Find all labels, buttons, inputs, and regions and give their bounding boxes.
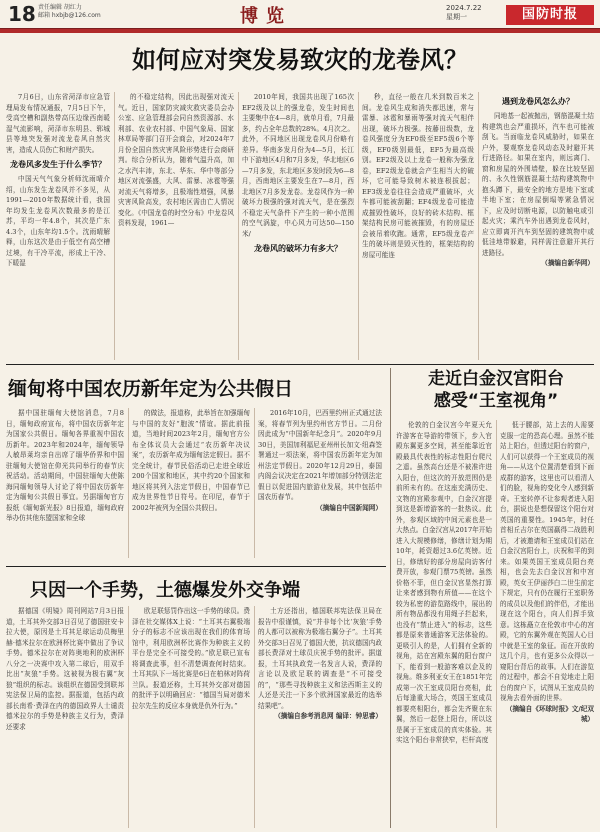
title-line: 走近白金汉宫阳台 <box>428 369 564 389</box>
paragraph: 2010年间，我国共出现了165次EF2级及以上的强龙卷，发生时间也主要集中在4—8月，就单月看，7月最多，约占全年总数的28%。4月次之。此外，不同地区出现龙卷风月份略有差异。华南多发月份为4—5月，长江中下游地区4月和7月多发，华北地区6—7月多发，东北地区多发时段为6—8月，西南地区主要发生在7—8月，西北地区7月多发龙卷。龙卷风作为一种破坏力极强的强对流天气，是在强烈不稳定天气条件下产生的一种小范围的空气涡旋，中心风力可达50—150米/ <box>242 93 354 238</box>
subheading: 龙卷风多发生于什么季节？ <box>10 160 106 169</box>
page-header <box>0 0 600 29</box>
article-tornado-col-5 <box>482 92 594 360</box>
paragraph: 欧足联惩罚作出这一手势的球员。费泽在社交媒体X上说：“土耳其右翼极端分子的标志不应该出现在我们的体育场馆中，利用欧洲杯比赛作为种族主义的平台是完全不可接受的。”欧足联已宣布将调查此事，但不清楚调查何时结束。土耳其队下一场比赛是6日在柏林对阵荷兰队。报道还称，土耳其外交部对德国的批评予以明确回应：“德国当局对德米拉尔先生的反应本身就是仇外行为。” <box>132 607 250 710</box>
section-name: 博览 <box>240 6 292 27</box>
article-gesture-col-3 <box>258 606 382 828</box>
article-tornado-col-1 <box>6 92 110 360</box>
column-divider <box>478 92 479 360</box>
article-myanmar-col-3 <box>258 408 382 558</box>
editor-info <box>38 4 101 20</box>
article-palace-title <box>398 368 594 412</box>
paragraph: 低于腰部，站上去的人需要克服一定的恐高心理。虽然不能站上阳台，但透过阳台的窗户，人们可以获得一个王室成员的视角——从这个位置清楚看到下面成群的游客，这里也可以看清人们的脸，视角的变化令人感到新奇。王室转停不让参观者进入阳台，据说也是想保留这个阳台对英国的重要性。1945年，时任首相丘吉尔在英国赢得二战胜利后，才被邀请和王室成员们站在白金汉宫阳台上，庆祝和平的到来。如果英国王室成员阳台亮相，也会先去白金汉宫和中宫殿，英女王伊丽莎白二世生前定下规定，只有仍在履行王室职务的成员以及他们的伴侣，才能出现在这个阳台，向人们挥手致意。这栋矗立在伦敦市中心的宫殿，它的东翼外观在英国人心目中就是王室的象征。而在开放的这几个月，也有更多公众得以一窥阳台背后的故事。人们在游览的过程中，都会不自觉地走上阳台的窗户下，试图从王室成员的视角去看外面的世界。 <box>500 421 594 702</box>
paragraph: 据中国驻缅甸大使馆消息，7月8日，缅甸政府宣布，将中国农历新年定为国家公共假日。缅甸各界重视中国农历新年。2023年和2024年，缅甸领导人敏昂莱均亲自出席了缅华侨界和中国驻缅甸大使馆在仰光共同举行的春节庆祝活动。活动期间，中国驻缅甸大使陈海同缅甸领导人讨论了将中国农历新年定为缅甸公共假日事宜。另据缅甸官方报纸《缅甸新光报》8日报道，缅甸政府举办仿其他东盟国家和全球 <box>6 409 124 522</box>
section-divider <box>390 368 391 828</box>
column-divider <box>254 408 255 558</box>
column-divider <box>114 92 115 360</box>
article-tornado-col-3 <box>242 92 354 360</box>
column-divider <box>496 420 497 828</box>
editor-name: 责任编辑 胡红力 <box>38 4 82 11</box>
article-gesture-col-2 <box>132 606 250 828</box>
article-palace-col-2 <box>500 420 594 828</box>
source-credit: （摘编自中国新闻网） <box>316 503 382 512</box>
column-divider <box>128 408 129 558</box>
article-palace-col-1 <box>396 420 492 828</box>
source-credit: （摘编自《环球时报》文/纪双城） <box>505 704 594 723</box>
column-divider <box>254 606 255 828</box>
paragraph: 中国天气气象分析师沈雨晴介绍，山东发生龙卷风并不多见，从1991—2010年数据统计看，我国年均发生龙卷风次数最多的是江苏，平均一年4.8个，其次是广东4.3个，山东年均1.5个。沈雨晴解释，山东这次是由于低空有高空槽过境，有干冷平流，形成上干冷、下暖湿 <box>6 175 110 267</box>
header-rule <box>0 29 600 33</box>
issue-date: 2024.7.22 <box>446 4 482 12</box>
article-gesture-title: 只因一个手势，土德爆发外交争端 <box>30 580 300 601</box>
article-tornado-col-4 <box>362 92 474 360</box>
paragraph: 秒，直径一般在几米到数百米之间。龙卷风生成和消失都迅速，常与雷暴、冰雹和暴雨等强对流天气相伴出现，破坏力极强。按藤田级数，龙卷风强度分为EF0级至EF5级6个等级，EF0级别最低，EF5为最高级别。EF2级及以上龙卷一般称为强龙卷，EF2级龙卷就会产生相当大的破坏，它可能导致树木被连根拔起；EF3级龙卷往往会造成严重破坏，火车都可能被刮翻；EF4级龙卷可能造成摧毁性破坏，良好的砖木结构、框架结构民房可能被摧毁，有的房屋还会被吊着吹跑。通常，EF5级龙卷产生的破坏则是毁灭性的，框架结构的房屋可能连 <box>362 93 474 259</box>
source-credit: （摘编自参考消息网 编译：钟思睿） <box>274 712 382 720</box>
column-divider <box>238 92 239 360</box>
paragraph: 土方还指出，德国联邦宪法保卫局在报告中很谨慎，说“并非每个比‘灰狼’手势的人都可以被称为极端右翼分子”。土耳其外交部3日召见了德国大使，抗议德国内政部长费泽对土球员庆祝手势的批评。据道报，土耳其执政党一名发言人说，费泽的言论以及欧足联的调查是“不可接受的”，“那些寻找种族主义和法西斯主义的人还是关注一下多个欧洲国家最近的选举结果吧”。 <box>258 607 382 710</box>
title-line: 感受“王室视角” <box>433 391 559 411</box>
section-rule <box>6 566 386 567</box>
article-tornado-title: 如何应对突发易致灾的龙卷风？ <box>132 46 468 74</box>
article-myanmar-col-2 <box>132 408 250 558</box>
article-myanmar-col-1 <box>6 408 124 558</box>
paragraph: 7月6日，山东省菏泽市应急管理局发布情况通报，7月5日下午，受高空槽和副热带高压边缘西南暖湿气流影响，菏泽市东明县、郓城县等地突发强对流龙卷风自然灾害，造成人员伤亡和财产损失。 <box>6 93 110 154</box>
section-rule <box>6 364 594 365</box>
paragraph: 的做法，报道称，此举旨在加强缅甸与中国的友好“胞波”情谊。据此前报道，当地时间2023年2月，缅甸官方公布全体议员大会通过“农历新年决议案”，农历新年成为缅甸法定假日。据不完全统计，春节民俗活动已走进全球近200个国家和地区，其中约20个国家和地区将其列入法定节假日，中国春节已成为世界性节日符号。在印尼，春节于2002年被列为全国公共假日。 <box>132 409 250 512</box>
page-number: 18 <box>8 2 36 26</box>
source-credit: （摘编自新华网） <box>541 259 594 267</box>
editor-email: 邮箱 hxbjb@126.com <box>38 12 101 19</box>
subheading: 龙卷风的破坏力有多大？ <box>254 244 342 253</box>
paragraph: 伦敦的白金汉宫今年夏天允许游客在导游的带领下，步入官殿东翼更多空间，甚至能靠近官殿最具代表性的标志性阳台爬尺之遥。虽然高台还是不被准许进入阳台，但这次的开放范围仍是前所未有的。在这座充满历史、文物的宫殿参观中，白金汉宫提到这是新增游客的一批热议。此外，参观区域的中间元素也是一大热点。白金汉宫从2017年开始进入大规模修缮，修缮计划为期10年，耗资超过3.6亿英镑。近日，修缮好的部分房屋向访客付费开放，参观门票75英镑。虽然价格不菲，但白金汉宫显然打算让来者感到物有所值——在这个较为私密的游览路线中，展出的所有物品都没有用绳子拦起来，也没有“禁止进入”的标志，这些都是原来普通游客无法体验的。更吸引人的是，人们拥有全新的视角，站在宫殿东翼的阳台窗户下，能看到一般游客难以企及的视角。维多利亚女王在1851年完成第一次王室成员阳台亮相，此后每逢重大场合，英国王室成员都要亮相阳台，都会先齐聚在东翼，然后一起登上阳台，所以这是属于王室成员的真实体验。其实这个阳台非常狭窄，栏杆高度 <box>396 421 492 744</box>
paragraph: 据德国《明镜》周刊网站7月3日报道，土耳其外交部3日召见了德国驻安卡拉大使，原因是土耳其足球运动员梅里赫·德米拉尔在欧洲杯比赛中做出了争议手势。德米拉尔在对阵奥地利的欧洲杯八分之一决赛中攻入第二球后，用双手比出“灰狼”手势。这被视为极右翼“灰狼”组织的标志。该组织在德国受到联邦宪法保卫局的监控。据报道，包括内政部长南希·费泽在内的德国政界人士谴责德米拉尔的手势是种族主义行为，费泽还要求 <box>6 607 124 731</box>
paragraph: 的不稳定结构，因此出现强对流天气。近日，国家防灾减灾救灾委员会办公室、应急管理部会同自然资源部、水利部、农业农村部、中国气象局、国家林草局等部门召开会商会，对2024年7月份全国自然灾害风险形势进行会商研判。综合分析认为，随着气温升高，加之水汽丰沛，东北、华东、华中等部分地区对流强盛，大风、雷暴、冰雹等强对流天气将增多，且极端性增强，风暴灾害风险高发，农村地区需由亡人情况变化。《中国龙卷的时空分布》中龙卷风资料发现，1961— <box>118 93 234 227</box>
article-tornado-col-2 <box>118 92 234 360</box>
column-divider <box>128 606 129 828</box>
paragraph: 同地基一起被抛出，钢筋混凝土结构建筑也会严重损坏，汽车也可能被刮飞。当面临龙卷风威胁时，如果在户外，要观察龙卷风动态及时避开其行进路径。如果在室内，则远离门、窗和房屋的外围墙壁，躲在比较坚固的、永久性钢筋混凝土结构建筑物中抱头蹲下，最安全的地方是地下室或半地下室；在房屋倒塌等紧急情况下，应及时切断电源，以防触电或引起火灾；乘汽车外出遇到龙卷风时，应立即离开汽车到坚固的建筑物中或低洼地带躲避，同样需注意避开其行进路径。 <box>482 112 594 257</box>
paragraph: 2016年10月，巴西里约州正式通过法案，将春节列为里约州官方节日。二月份因此成为“中国新年纪念月”。2020年9月30日，美国加利福尼亚州州长加文·纽森签署通过一项法案，将中国农历新年定为加州法定节假日。2020年12月29日，泰国内阁会议决定在2021年增加部分特别法定假日以促进国内旅游业发展，其中包括中国农历春节。 <box>258 409 382 501</box>
newspaper-logo: 国防时报 <box>506 5 594 25</box>
issue-weekday: 星期一 <box>446 13 467 21</box>
column-divider <box>358 92 359 360</box>
date-box <box>446 4 482 22</box>
article-gesture-col-1 <box>6 606 124 828</box>
article-myanmar-title: 缅甸将中国农历新年定为公共假日 <box>8 378 294 400</box>
subheading: 遇到龙卷风怎么办？ <box>502 97 574 106</box>
